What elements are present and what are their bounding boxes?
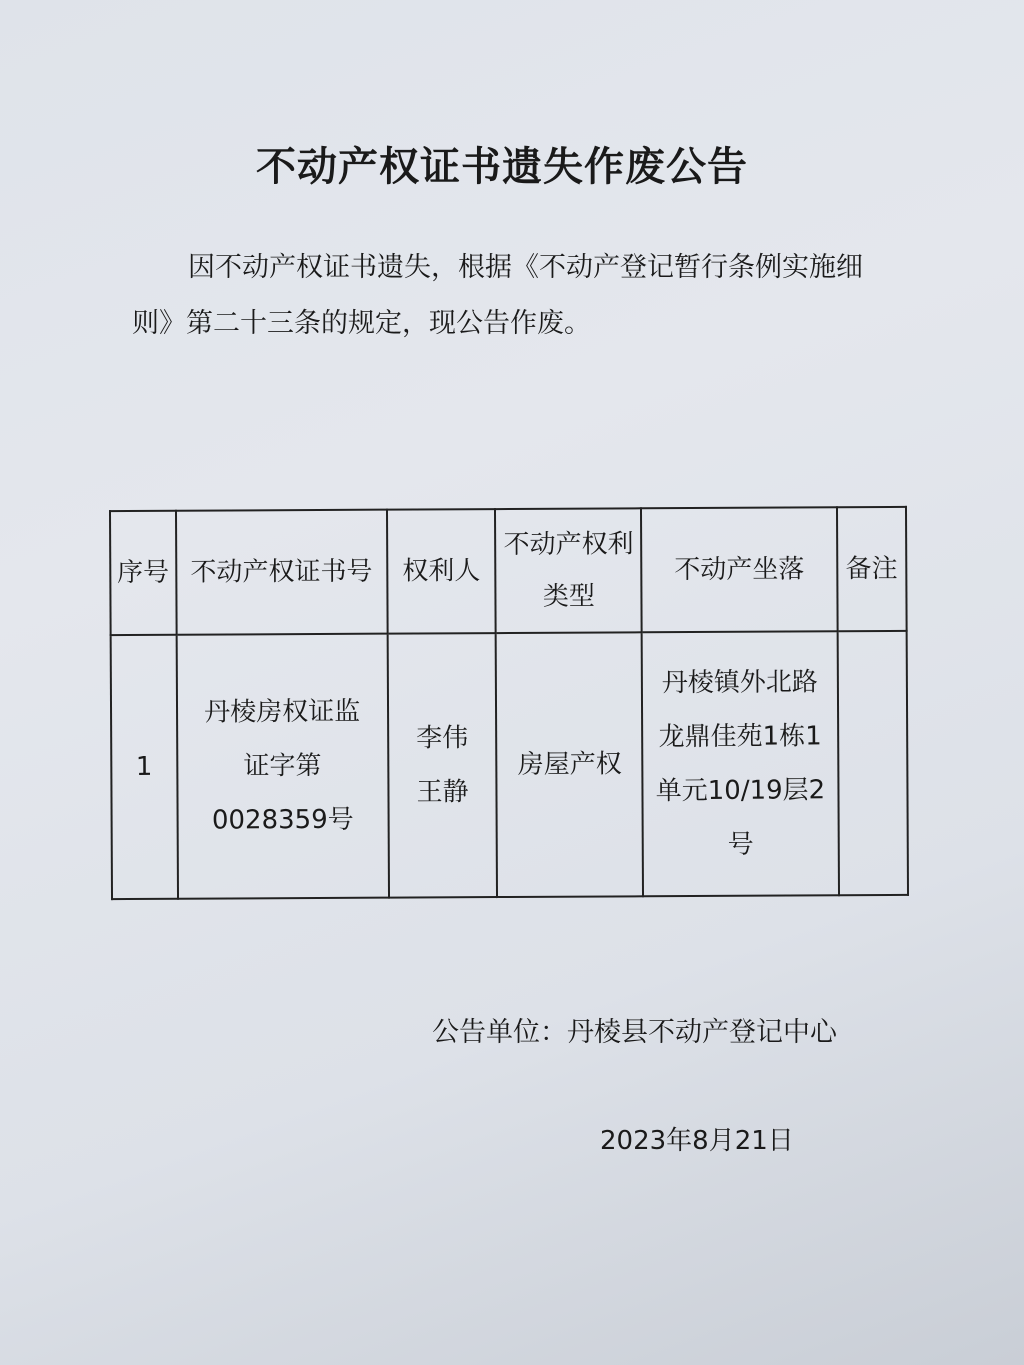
- header-serial: 序号: [110, 511, 176, 635]
- table-row: [111, 631, 908, 899]
- cell-serial: 1: [111, 635, 178, 899]
- holder-name: 李伟: [416, 723, 469, 754]
- issuer-line: 公告单位：丹棱县不动产登记中心: [432, 1017, 837, 1048]
- holder-name: 王静: [416, 777, 469, 808]
- cell-location: 丹棱镇外北路龙鼎佳苑1栋1单元10/19层2号: [642, 631, 839, 896]
- notice-paragraph: 因不动产权证书遗失，根据《不动产登记暂行条例实施细则》第二十三条的规定，现公告作废。: [132, 252, 863, 339]
- issue-date: 2023年8月21日: [600, 1126, 794, 1156]
- cell-holders: [387, 633, 497, 898]
- notice-table: [109, 506, 909, 900]
- header-holder: 权利人: [387, 509, 496, 634]
- header-remark: 备注: [837, 507, 907, 631]
- header-location: 不动产坐落: [641, 507, 837, 632]
- cell-certificate-no: 丹棱房权证监证字第0028359号: [176, 634, 388, 899]
- document-title: 不动产权证书遗失作废公告: [256, 143, 748, 190]
- cell-right-type: 房屋产权: [496, 632, 643, 897]
- table-header-row: [110, 507, 907, 635]
- cell-remark: [837, 631, 908, 895]
- header-right-type: 不动产权利类型: [495, 508, 642, 633]
- header-certificate-no: 不动产权证书号: [176, 510, 388, 635]
